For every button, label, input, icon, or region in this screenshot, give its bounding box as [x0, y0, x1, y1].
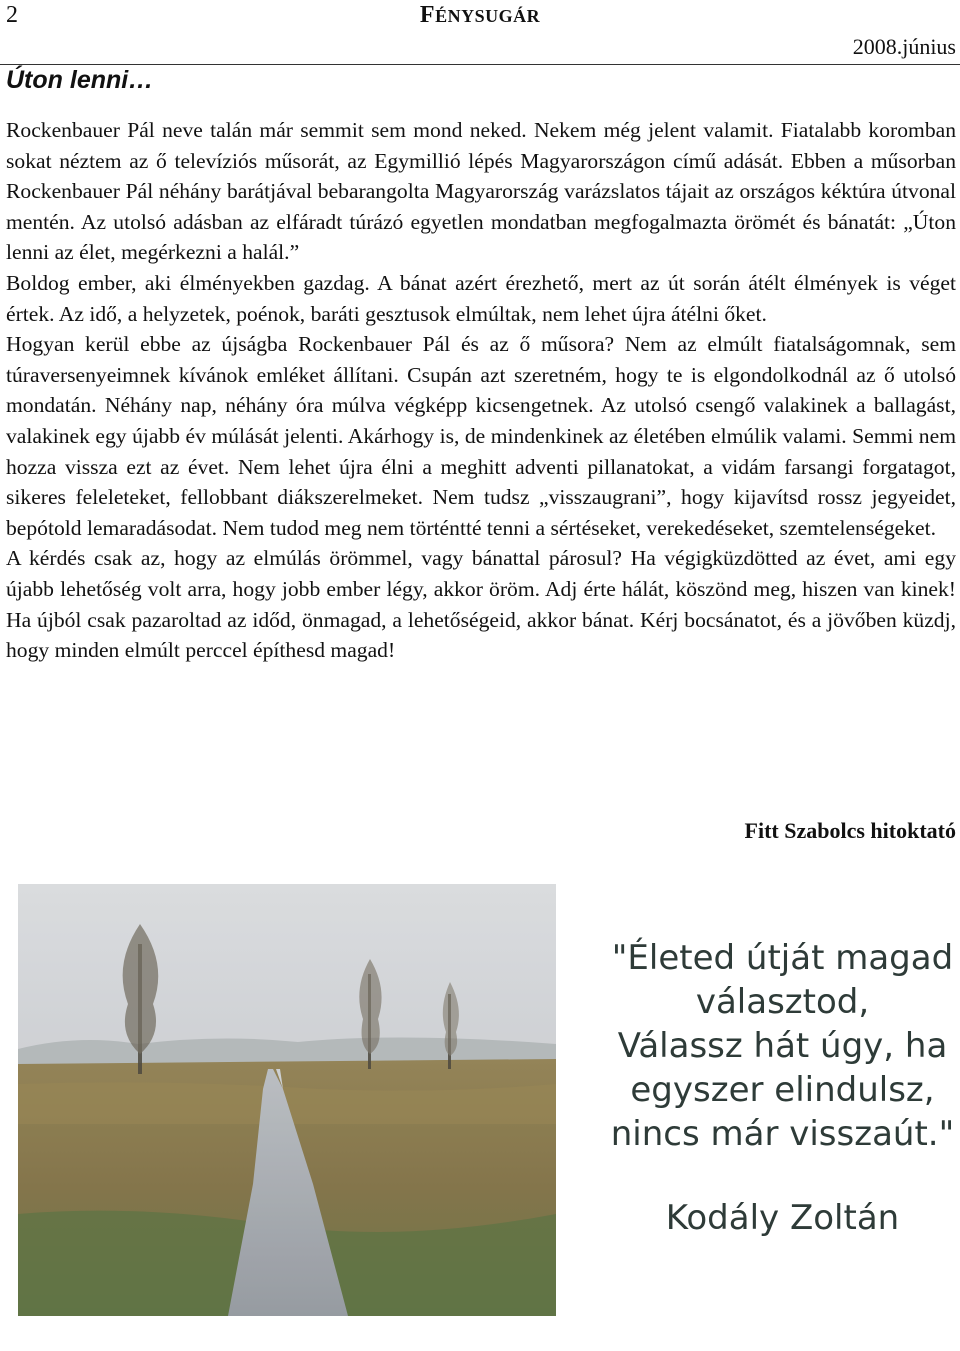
article-paragraph: Boldog ember, aki élményekben gazdag. A bánat azért érezhető, mert az út során átélt élmények is véget értek. Az idő, a helyzetek, poénok, baráti gesztusok elmúltak, nem lehet újra átélni őket.: [6, 270, 956, 326]
page-header: [0, 0, 960, 110]
article-paragraph: Hogyan kerül ebbe az újságba Rockenbauer Pál és az ő műsora? Nem az elmúlt fiatalságomnak, sem túraversenyeimnek kívánok emléket állítani. Csupán azt szeretném, hogy te is elgondolkodnál az ő utolsó mondatán. Néhány nap, néhány óra múlva végképp kicsengetnek. Az utolsó csengő valakinek a ballagást, valakinek egy újabb év múlását jelenti. Akárhogy is, de mindenkinek az életében elmúlik valami. Semmi nem hozza vissza ezt az évet. Nem lehet újra élni a meghitt adventi pillanatokat, a vidám farsangi forgatagot, sikeres feleleteket, fellobbant diákszerelmeket. Nem tudsz „visszaugrani”, hogy kijavítsd rossz jegyeidet, bepótold lemaradásodat. Nem tudod meg nem történtté tenni a sértéseket, verekedéseket, szemtelenségeket.: [6, 332, 956, 540]
quote-author: Kodály Zoltán: [665, 1198, 900, 1238]
article-paragraph: Rockenbauer Pál neve talán már semmit sem mond neked. Nekem még jelent valamit. Fiatalabb koromban sokat néztem az ő televíziós műsorát, az Egymillió lépés Magyarországon című adását. Ebben a műsorban Rockenbauer Pál néhány barátjával bebarangolta Magyarország varázslatos tájait az országos kéktúra útvonal mentén. Az utolsó adásban az elfáradt túrázó egyetlen mondatban megfogalmazta örömét és bánatát: „Úton lenni az élet, megérkezni a halál.”: [6, 118, 956, 265]
article-body: [6, 115, 956, 666]
misty-road-photo: [18, 884, 556, 1316]
publication-title-rest: ÉNYSUGÁR: [435, 6, 541, 26]
article-paragraph: A kérdés csak az, hogy az elmúlás örömmel, vagy bánattal párosul? Ha végigküzdötted az évet, ami egy újabb lehetőség volt arra, hogy jobb ember légy, akkor öröm. Adj érte hálát, köszönd meg, hiszen van kinek! Ha újból csak pazaroltad az időd, önmagad, a lehetőségeid, akkor bánat. Kérj bocsánatot, és a jövőben küzdj, hogy minden elmúlt perccel építhesd magad!: [6, 546, 956, 663]
quote-line: egyszer elindulsz,: [630, 1070, 935, 1110]
author-signature: Fitt Szabolcs hitoktató: [744, 818, 956, 843]
issue-date: 2008.június: [852, 34, 956, 59]
quote-block: [590, 936, 960, 1156]
publication-title: [0, 2, 960, 29]
misty-country-road-photo-icon: [18, 884, 556, 1316]
page-number: 2: [6, 2, 18, 28]
header-divider: [0, 64, 960, 65]
quote-line: választod,: [695, 982, 870, 1022]
publication-title-initial: F: [419, 2, 436, 28]
article-title: Úton lenni…: [6, 66, 154, 94]
quote-line: nincs már visszaút.": [610, 1114, 955, 1154]
quote-line: "Életed útját magad: [611, 938, 954, 978]
quote-line: Válassz hát úgy, ha: [617, 1026, 948, 1066]
